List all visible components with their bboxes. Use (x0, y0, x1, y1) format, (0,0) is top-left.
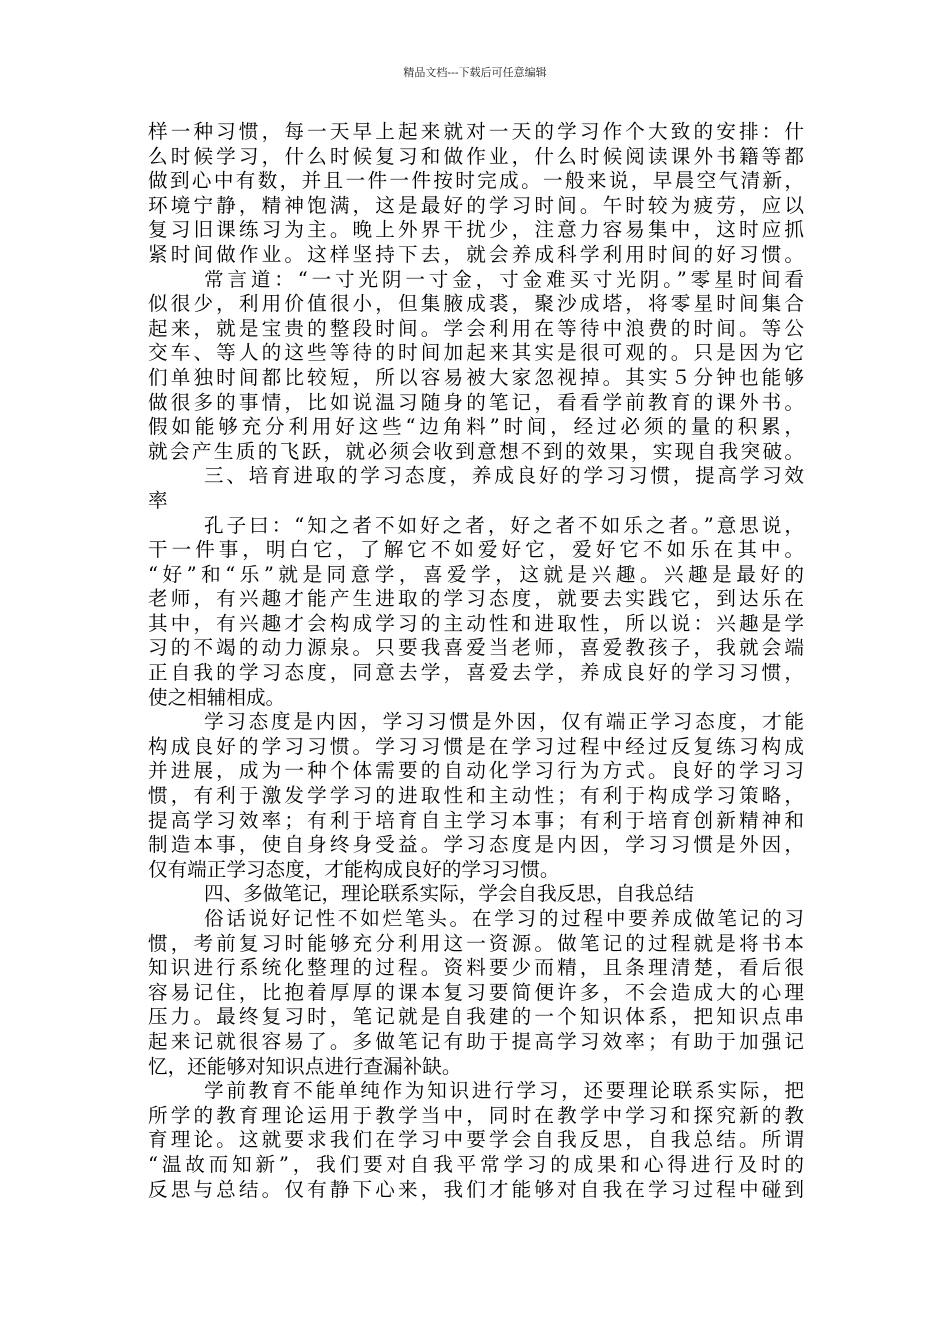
text-line: “温故而知新”，我们要对自我平常学习的成果和心得进行及时的 (148, 1152, 804, 1176)
text-line: 压力。最终复习时，笔记就是自我建的一个知识体系，把知识点串 (148, 1005, 804, 1029)
text-line: 似很少，利用价值很小，但集腋成裘，聚沙成塔，将零星时间集合 (148, 292, 804, 316)
text-line: 起来，就是宝贵的整段时间。学会利用在等待中浪费的时间。等公 (148, 316, 804, 340)
text-line: 三、培育进取的学习态度，养成良好的学习习惯，提高学习效 (204, 464, 804, 488)
text-line: 知识进行系统化整理的过程。资料要少而精，且条理清楚，看后很 (148, 956, 804, 980)
section-heading (148, 882, 804, 907)
text-line: 干一件事，明白它，了解它不如爱好它，爱好它不如乐在其中。 (148, 538, 804, 562)
paragraph (148, 268, 804, 465)
text-line: 其中，有兴趣才会构成学习的主动性和进取性，所以说：兴趣是学 (148, 611, 804, 635)
text-line: 样一种习惯，每一天早上起来就对一天的学习作个大致的安排：什 (148, 120, 804, 143)
text-line: 孔子曰：“知之者不如好之者，好之者不如乐之者。”意思说， (204, 513, 804, 537)
text-line: 使之相辅相成。 (148, 685, 286, 709)
text-line: 正自我的学习态度，同意去学，喜爱去学，养成良好的学习习惯， (148, 661, 804, 685)
text-line: 紧时间做作业。这样坚持下去，就会养成科学利用时间的好习惯。 (148, 242, 804, 266)
text-line: 惯，有利于激发学学习的进取性和主动性；有利于构成学习策略， (148, 784, 804, 808)
text-line: 们单独时间都比较短，所以容易被大家忽视掉。其实５分钟也能够 (148, 365, 804, 389)
text-line: 起来记就很容易了。多做笔记有助于提高学习效率；有助于加强记 (148, 1029, 804, 1053)
text-line: 仅有端正学习态度，才能构成良好的学习习惯。 (148, 857, 560, 881)
text-line: 复习旧课练习为主。晚上外界干扰少，注意力容易集中，这时应抓 (148, 218, 804, 242)
text-line: 容易记住，比抱着厚厚的课本复习要简便许多，不会造成大的心理 (148, 980, 804, 1004)
text-line: 习的不竭的动力源泉。只要我喜爱当老师，喜爱教孩子，我就会端 (148, 636, 804, 660)
text-line: 四、多做笔记，理论联系实际，学会自我反思，自我总结 (204, 882, 694, 906)
text-line: 常言道：“一寸光阴一寸金，寸金难买寸光阴。”零星时间看 (204, 267, 804, 291)
text-line: 做到心中有数，并且一件一件按时完成。一般来说，早晨空气清新， (148, 169, 804, 193)
text-line: 交车、等人的这些等待的时间加起来其实是很可观的。只是因为它 (148, 341, 804, 365)
text-line: 假如能够充分利用好这些“边角料”时间，经过必须的量的积累， (148, 415, 804, 439)
text-line: “好”和“乐”就是同意学，喜爱学，这就是兴趣。兴趣是最好的 (148, 562, 804, 586)
text-line: 构成良好的学习习惯。学习习惯是在学习过程中经过反复练习构成 (148, 734, 804, 758)
document-body (148, 120, 804, 1202)
paragraph (148, 907, 804, 1079)
text-line: 做很多的事情，比如说温习随身的笔记，看看学前教育的课外书。 (148, 390, 804, 414)
paragraph (148, 120, 804, 268)
text-line: 就会产生质的飞跃，就必须会收到意想不到的效果，实现自我突破。 (148, 439, 804, 463)
section-heading (148, 464, 804, 513)
paragraph (148, 514, 804, 711)
text-line: 育理论。这就要求我们在学习中要学会自我反思，自我总结。所谓 (148, 1128, 804, 1152)
text-line: 所学的教育理论运用于教学当中，同时在教学中学习和探究新的教 (148, 1103, 804, 1127)
text-line: 率 (148, 488, 168, 512)
text-line: 环境宁静，精神饱满，这是最好的学习时间。午时较为疲劳，应以 (148, 193, 804, 217)
text-line: 提高学习效率；有利于培育自主学习本事；有利于培育创新精神和 (148, 808, 804, 832)
text-line: 老师，有兴趣才能产生进取的学习态度，就要去实践它，到达乐在 (148, 587, 804, 611)
text-line: 么时候学习，什么时候复习和做作业，什么时候阅读课外书籍等都 (148, 144, 804, 168)
text-line: 反思与总结。仅有静下心来，我们才能够对自我在学习过程中碰到 (148, 1177, 804, 1201)
paragraph (148, 710, 804, 882)
text-line: 忆，还能够对知识点进行查漏补缺。 (148, 1054, 462, 1078)
text-line: 惯，考前复习时能够充分利用这一资源。做笔记的过程就是将书本 (148, 931, 804, 955)
page-header: 精品文档---下载后可任意编辑 (403, 66, 547, 79)
text-line: 并进展，成为一种个体需要的自动化学习行为方式。良好的学习习 (148, 759, 804, 783)
text-line: 制造本事，使自身终身受益。学习态度是内因，学习习惯是外因， (148, 833, 804, 857)
text-line: 学习态度是内因，学习习惯是外因，仅有端正学习态度，才能 (204, 710, 804, 734)
text-line: 学前教育不能单纯作为知识进行学习，还要理论联系实际，把 (204, 1079, 804, 1103)
text-line: 俗话说好记性不如烂笔头。在学习的过程中要养成做笔记的习 (204, 907, 804, 930)
paragraph (148, 1079, 804, 1202)
